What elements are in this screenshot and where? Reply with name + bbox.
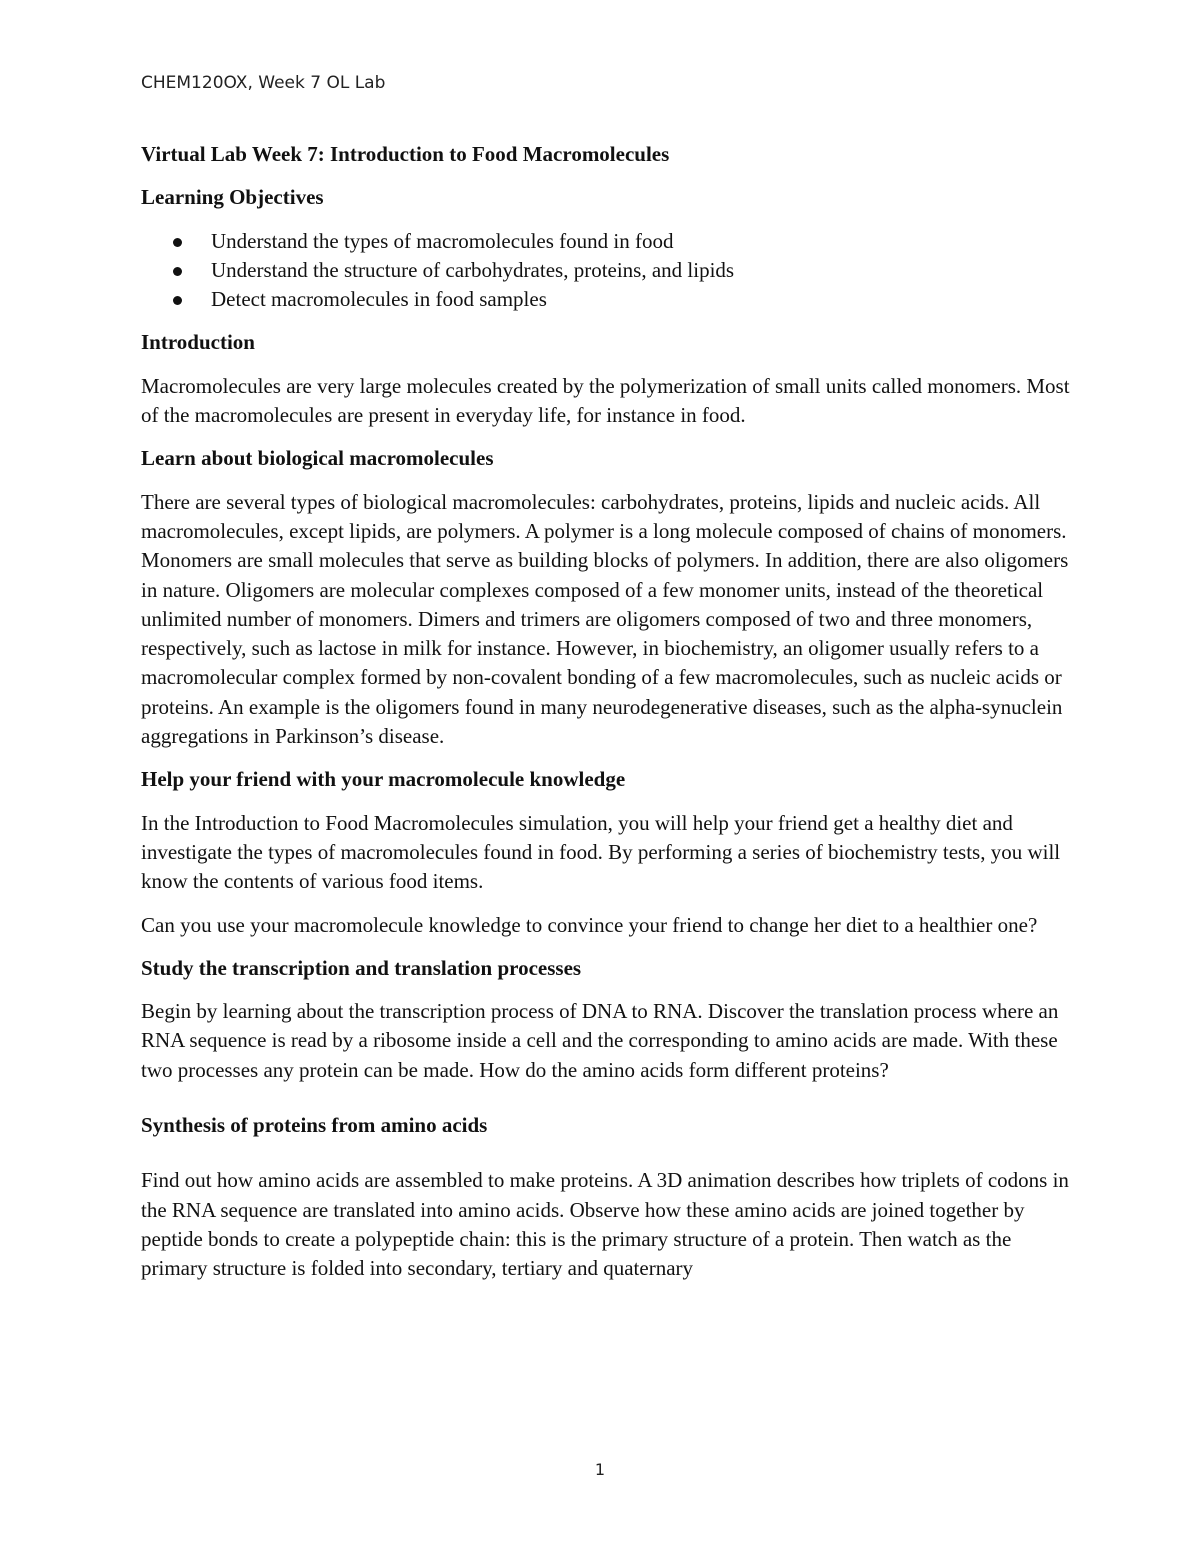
objective-item bbox=[141, 285, 1071, 314]
bullet-icon bbox=[173, 296, 182, 305]
objective-item bbox=[141, 256, 1071, 285]
page-header: CHEM120OX, Week 7 OL Lab bbox=[141, 73, 386, 93]
bullet-icon bbox=[173, 238, 182, 247]
synthesis-paragraph: Find out how amino acids are assembled to make proteins. A 3D animation describes how triplets of codons in the RNA sequence are translated into amino acids. Observe how these amino acids are joined together by peptide bonds to create a polypeptide chain: this is the primary structure of a protein. Then watch as the primary structure is folded into secondary, tertiary and quaternary bbox=[141, 1168, 1069, 1281]
introduction-paragraph: Macromolecules are very large molecules created by the polymerization of small units called monomers. Most of the macromolecules are present in everyday life, for instance in food. bbox=[141, 373, 1070, 428]
study-paragraph: Begin by learning about the transcription process of DNA to RNA. Discover the translation process where an RNA sequence is read by a ribosome inside a cell and the corresponding to amino acids are made. With these two processes any protein can be made. How do the amino acids form different proteins? bbox=[141, 999, 1059, 1082]
document-title: Virtual Lab Week 7: Introduction to Food Macromolecules bbox=[141, 142, 670, 166]
learn-heading: Learn about biological macromolecules bbox=[141, 446, 494, 471]
synthesis-heading: Synthesis of proteins from amino acids bbox=[141, 1113, 488, 1138]
objective-item bbox=[141, 227, 1071, 256]
help-paragraph-2: Can you use your macromolecule knowledge to convince your friend to change her diet to a healthier one? bbox=[141, 912, 1038, 937]
study-heading: Study the transcription and translation processes bbox=[141, 955, 582, 980]
learn-paragraph: There are several types of biological macromolecules: carbohydrates, proteins, lipids and nucleic acids. All macromolecules, except lipids, are polymers. A polymer is a long molecule composed of chains of monomers. Monomers are small molecules that serve as building blocks of polymers. In addition, there are also oligomers in nature. Oligomers are molecular complexes composed of a few monomer units, instead of the theoretical unlimited number of monomers. Dimers and trimers are oligomers composed of two and three monomers, respectively, such as lactose in milk for instance. However, in biochemistry, an oligomer usually refers to a macromolecular complex formed by non-covalent bonding of a few macromolecules, such as nucleic acids or proteins. An example is the oligomers found in many neurodegenerative diseases, such as the alpha-synuclein aggregations in Parkinson’s disease. bbox=[141, 489, 1069, 749]
help-heading: Help your friend with your macromolecule knowledge bbox=[141, 767, 626, 792]
objective-text: Understand the structure of carbohydrates, proteins, and lipids bbox=[211, 257, 735, 282]
objective-text: Detect macromolecules in food samples bbox=[211, 287, 547, 312]
introduction-heading: Introduction bbox=[141, 330, 255, 355]
bullet-icon bbox=[173, 267, 182, 276]
help-paragraph-1: In the Introduction to Food Macromolecules simulation, you will help your friend get a healthy diet and investigate the types of macromolecules found in food. By performing a series of biochemistry tests, you will know the contents of various food items. bbox=[141, 810, 1061, 894]
document-body bbox=[141, 140, 1071, 1298]
objective-text: Understand the types of macromolecules found in food bbox=[211, 228, 674, 253]
objectives-heading: Learning Objectives bbox=[141, 185, 324, 210]
objectives-list bbox=[141, 227, 1071, 315]
page-number: 1 bbox=[594, 1460, 606, 1479]
